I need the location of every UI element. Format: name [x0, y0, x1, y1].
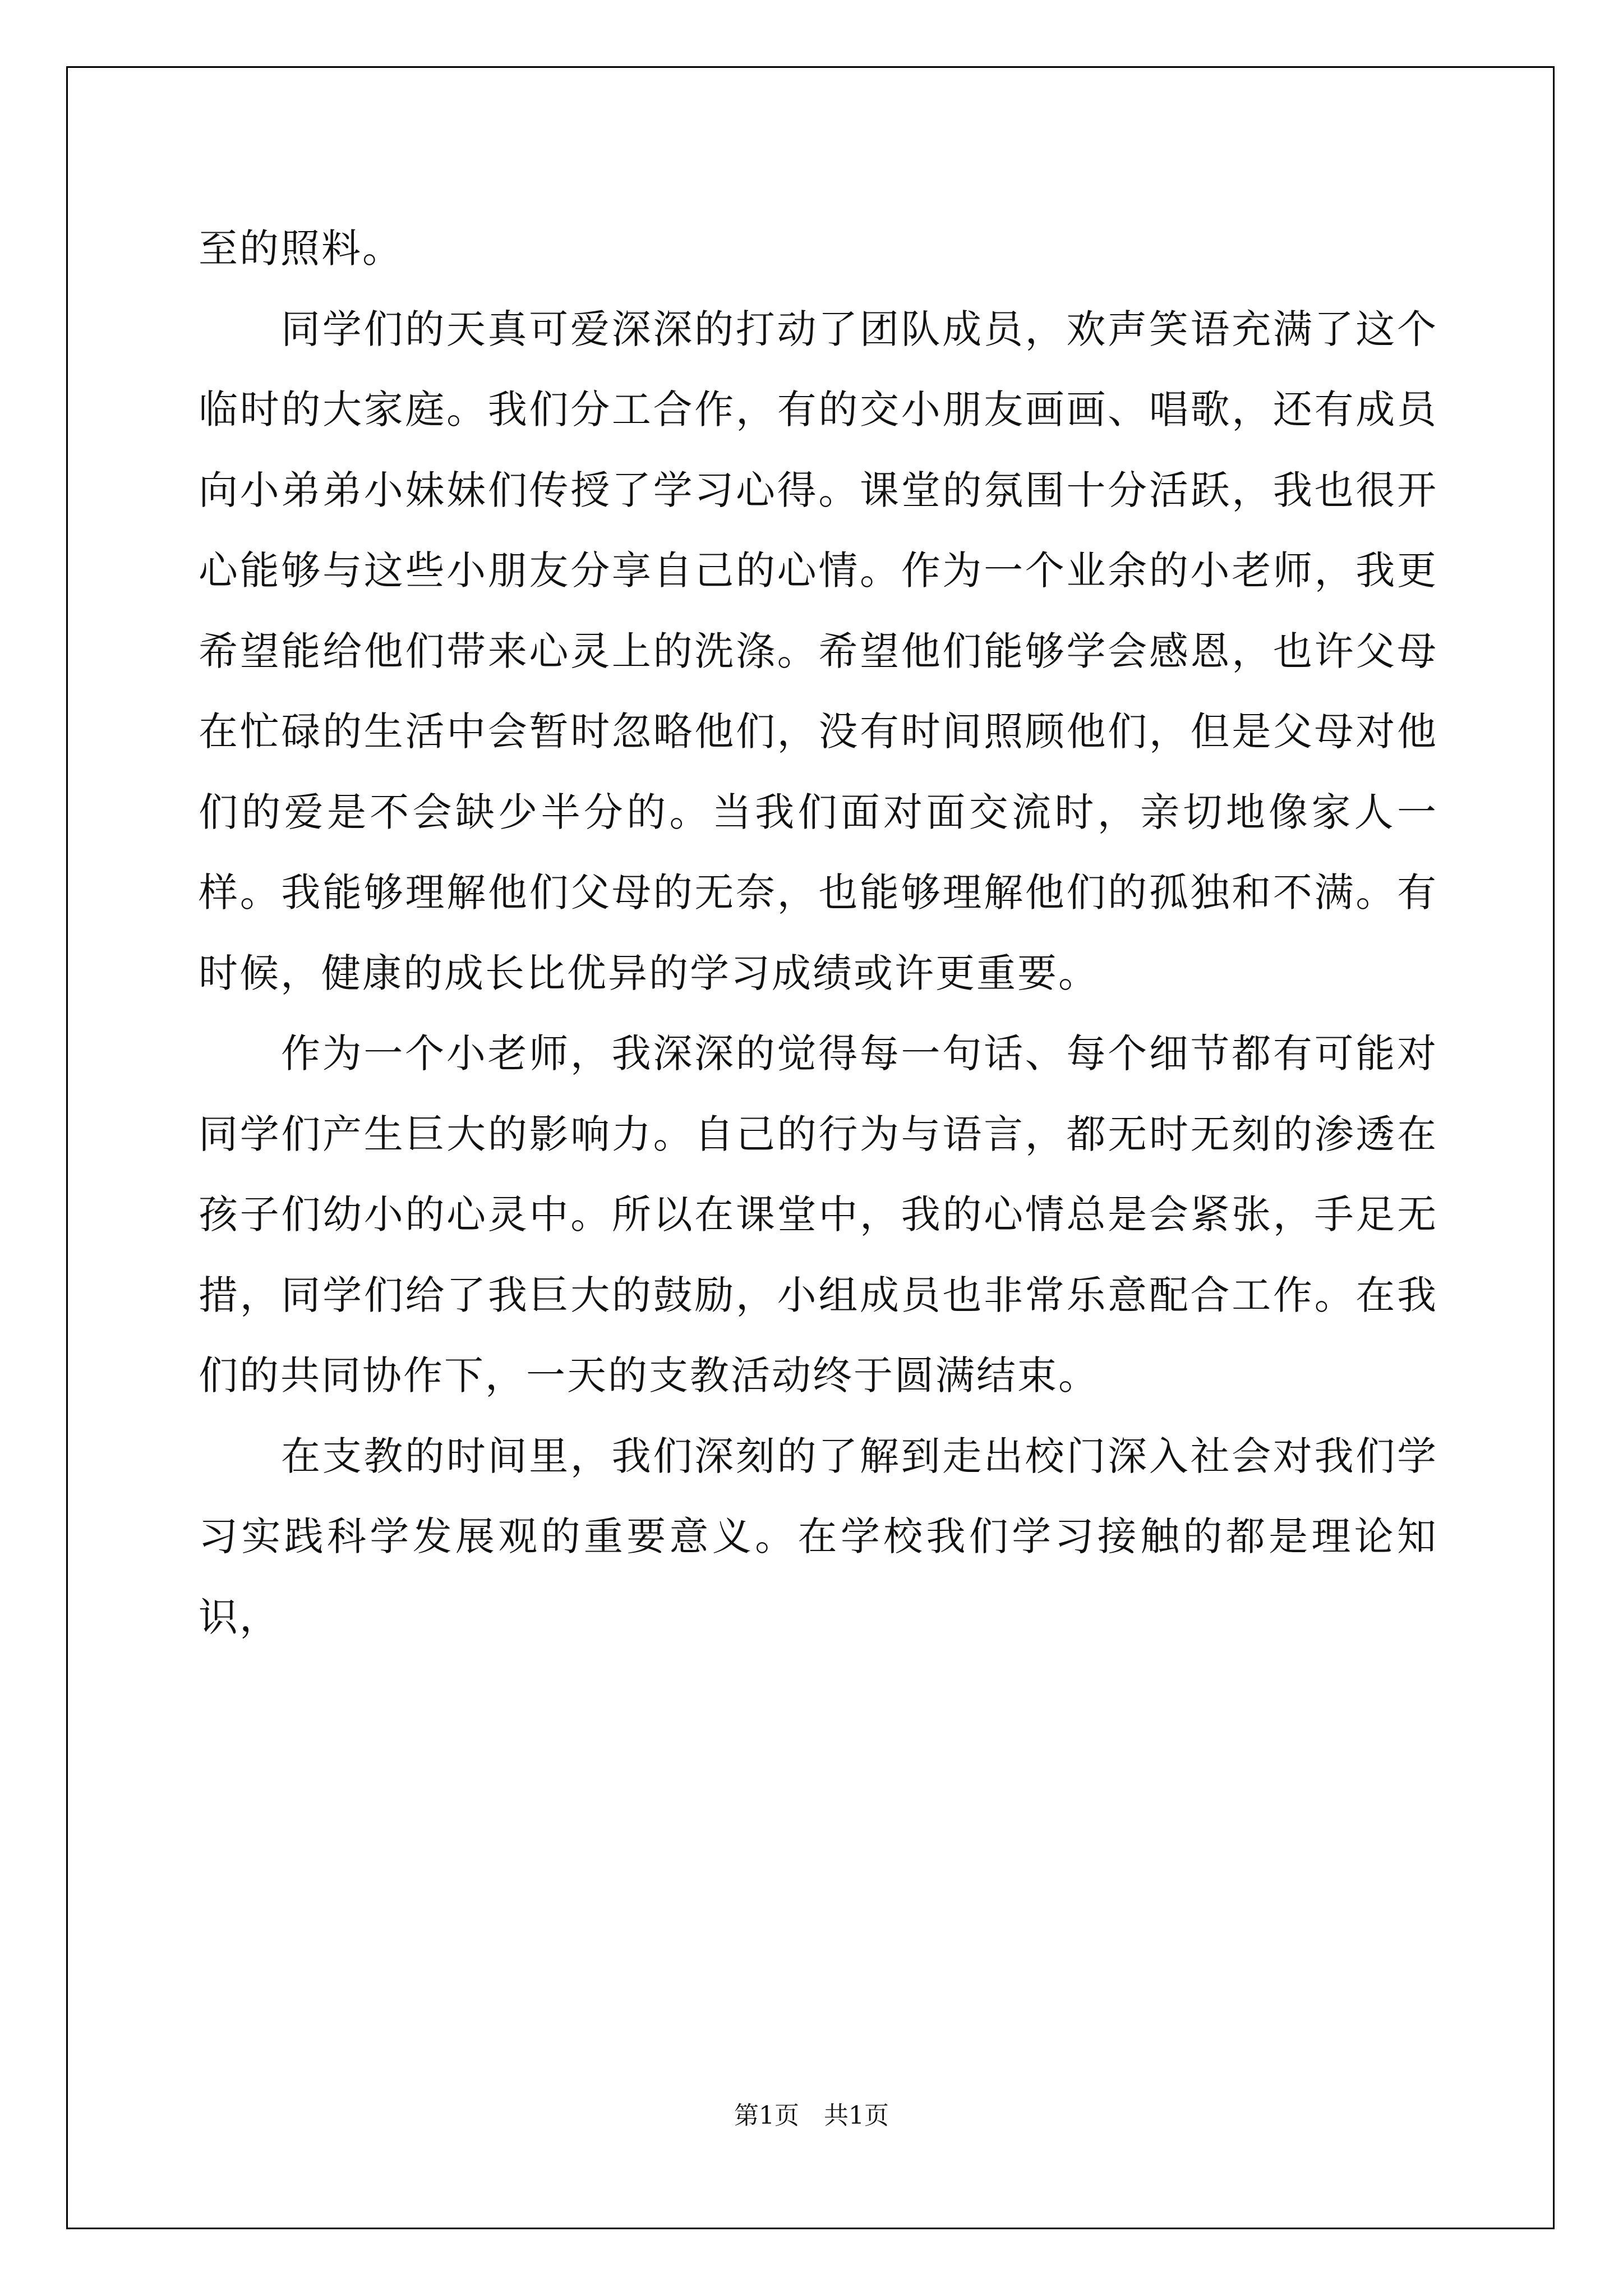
paragraph-1: 至的照料。: [199, 226, 403, 272]
paragraph-3: 作为一个小老师，我深深的觉得每一句话、每个细节都有可能对同学们产生巨大的影响力。自己的行为与语言，都无时无刻的渗透在孩子们幼小的心灵中。所以在课堂中，我的心情总是会紧张，手足无措，同学们给了我巨大的鼓励，小组成员也非常乐意配合工作。在我们的共同协作下，一天的支教活动终于圆满结束。: [199, 1030, 1438, 1398]
paragraph-4: 在支教的时间里，我们深刻的了解到走出校门深入社会对我们学习实践科学发展观的重要意义。在学校我们学习接触的都是理论知识，: [199, 1433, 1438, 1640]
page-number-footer: 第1页 共1页: [734, 2101, 889, 2130]
document-body: [199, 209, 1438, 1658]
paragraph-2: 同学们的天真可爱深深的打动了团队成员，欢声笑语充满了这个临时的大家庭。我们分工合作，有的交小朋友画画、唱歌，还有成员向小弟弟小妹妹们传授了学习心得。课堂的氛围十分活跃，我也很开心能够与这些小朋友分享自己的心情。作为一个业余的小老师，我更希望能给他们带来心灵上的洗涤。希望他们能够学会感恩，也许父母在忙碌的生活中会暂时忽略他们，没有时间照顾他们，但是父母对他们的爱是不会缺少半分的。当我们面对面交流时，亲切地像家人一样。我能够理解他们父母的无奈，也能够理解他们的孤独和不满。有时候，健康的成长比优异的学习成绩或许更重要。: [199, 306, 1438, 996]
